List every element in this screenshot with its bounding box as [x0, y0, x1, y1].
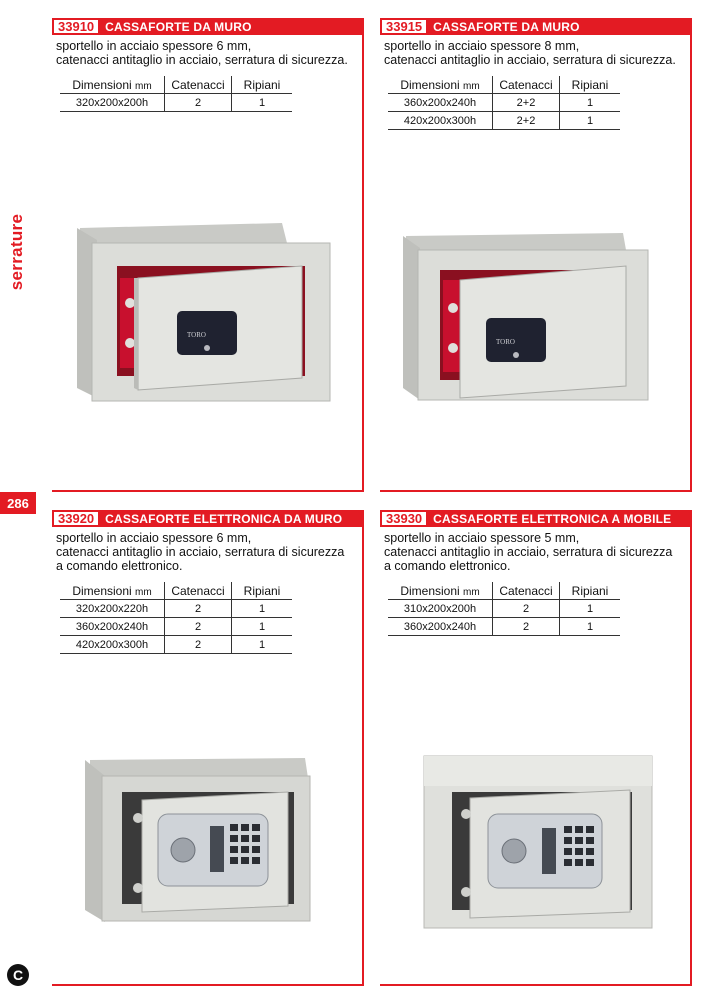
cell-dim: 360x200x240h — [60, 618, 165, 636]
header-catenacci: Catenacci — [493, 582, 560, 600]
safe-photo-wall-electronic — [80, 750, 342, 940]
table-row — [388, 94, 620, 112]
product-description — [56, 531, 356, 573]
table-row — [388, 112, 620, 130]
cell-cat: 2 — [493, 618, 560, 636]
brand-logo-icon: C — [7, 964, 29, 986]
spec-header-row — [388, 582, 620, 600]
table-row — [60, 618, 292, 636]
cell-rip: 1 — [560, 600, 621, 618]
desc-line: sportello in acciaio spessore 6 mm, — [56, 39, 252, 53]
header-ripiani: Ripiani — [560, 582, 621, 600]
spec-table — [60, 582, 292, 654]
header-catenacci: Catenacci — [165, 76, 232, 94]
header-dimensioni: Dimensioni mm — [60, 582, 165, 600]
cell-rip: 1 — [232, 618, 293, 636]
product-header — [380, 510, 690, 527]
spec-header-row — [60, 76, 292, 94]
header-catenacci: Catenacci — [493, 76, 560, 94]
product-code: 33930 — [381, 511, 427, 526]
safe-photo-furniture-electronic — [414, 750, 664, 940]
cell-rip: 1 — [560, 94, 621, 112]
product-header — [52, 510, 362, 527]
product-title: CASSAFORTE DA MURO — [433, 19, 580, 34]
desc-line: sportello in acciaio spessore 6 mm, — [56, 531, 252, 545]
category-text: serrature — [7, 213, 27, 291]
product-title: CASSAFORTE ELETTRONICA A MOBILE — [433, 511, 672, 526]
cell-cat: 2 — [165, 636, 232, 654]
header-ripiani: Ripiani — [560, 76, 621, 94]
safe-photo-wall-key-large — [398, 228, 660, 418]
product-code: 33920 — [53, 511, 99, 526]
table-row — [388, 600, 620, 618]
lock-brand-text: TORO — [496, 338, 515, 346]
table-row — [388, 618, 620, 636]
product-code: 33915 — [381, 19, 427, 34]
safe-photo-wall-key — [72, 218, 334, 418]
desc-line: catenacci antitaglio in acciaio, serratura di sicurezza. — [384, 53, 676, 67]
cell-rip: 1 — [232, 94, 293, 112]
category-label — [2, 212, 32, 292]
table-row — [60, 600, 292, 618]
product-description — [384, 531, 684, 573]
product-panel-33920 — [52, 510, 364, 986]
desc-line: catenacci antitaglio in acciaio, serratura di sicurezza — [56, 545, 345, 559]
sidebar — [0, 0, 36, 1000]
cell-dim: 360x200x240h — [388, 618, 493, 636]
desc-line: catenacci antitaglio in acciaio, serratura di sicurezza. — [56, 53, 348, 67]
cell-cat: 2+2 — [493, 112, 560, 130]
desc-line: catenacci antitaglio in acciaio, serratura di sicurezza — [384, 545, 673, 559]
desc-line: sportello in acciaio spessore 8 mm, — [384, 39, 580, 53]
cell-rip: 1 — [560, 112, 621, 130]
page-number: 286 — [0, 492, 36, 514]
table-row — [60, 636, 292, 654]
product-panel-33910 — [52, 18, 364, 492]
cell-dim: 420x200x300h — [60, 636, 165, 654]
product-title: CASSAFORTE ELETTRONICA DA MURO — [105, 511, 343, 526]
product-header — [380, 18, 690, 35]
cell-dim: 320x200x220h — [60, 600, 165, 618]
product-header — [52, 18, 362, 35]
cell-cat: 2 — [493, 600, 560, 618]
cell-dim: 310x200x200h — [388, 600, 493, 618]
header-catenacci: Catenacci — [165, 582, 232, 600]
product-panel-33930 — [380, 510, 692, 986]
cell-cat: 2+2 — [493, 94, 560, 112]
cell-cat: 2 — [165, 94, 232, 112]
cell-rip: 1 — [232, 600, 293, 618]
product-description — [384, 39, 684, 67]
spec-table — [388, 76, 620, 130]
product-description — [56, 39, 356, 67]
cell-cat: 2 — [165, 600, 232, 618]
desc-line: a comando elettronico. — [56, 559, 183, 573]
spec-table — [60, 76, 292, 112]
cell-rip: 1 — [232, 636, 293, 654]
cell-dim: 320x200x200h — [60, 94, 165, 112]
header-dimensioni: Dimensioni mm — [388, 76, 493, 94]
product-code: 33910 — [53, 19, 99, 34]
product-title: CASSAFORTE DA MURO — [105, 19, 252, 34]
header-ripiani: Ripiani — [232, 582, 293, 600]
cell-dim: 420x200x300h — [388, 112, 493, 130]
table-row — [60, 94, 292, 112]
spec-table — [388, 582, 620, 636]
cell-dim: 360x200x240h — [388, 94, 493, 112]
desc-line: a comando elettronico. — [384, 559, 511, 573]
header-dimensioni: Dimensioni mm — [388, 582, 493, 600]
lock-brand-text: TORO — [187, 331, 206, 339]
desc-line: sportello in acciaio spessore 5 mm, — [384, 531, 580, 545]
header-dimensioni: Dimensioni mm — [60, 76, 165, 94]
spec-header-row — [388, 76, 620, 94]
product-panel-33915 — [380, 18, 692, 492]
header-ripiani: Ripiani — [232, 76, 293, 94]
cell-cat: 2 — [165, 618, 232, 636]
spec-header-row — [60, 582, 292, 600]
cell-rip: 1 — [560, 618, 621, 636]
